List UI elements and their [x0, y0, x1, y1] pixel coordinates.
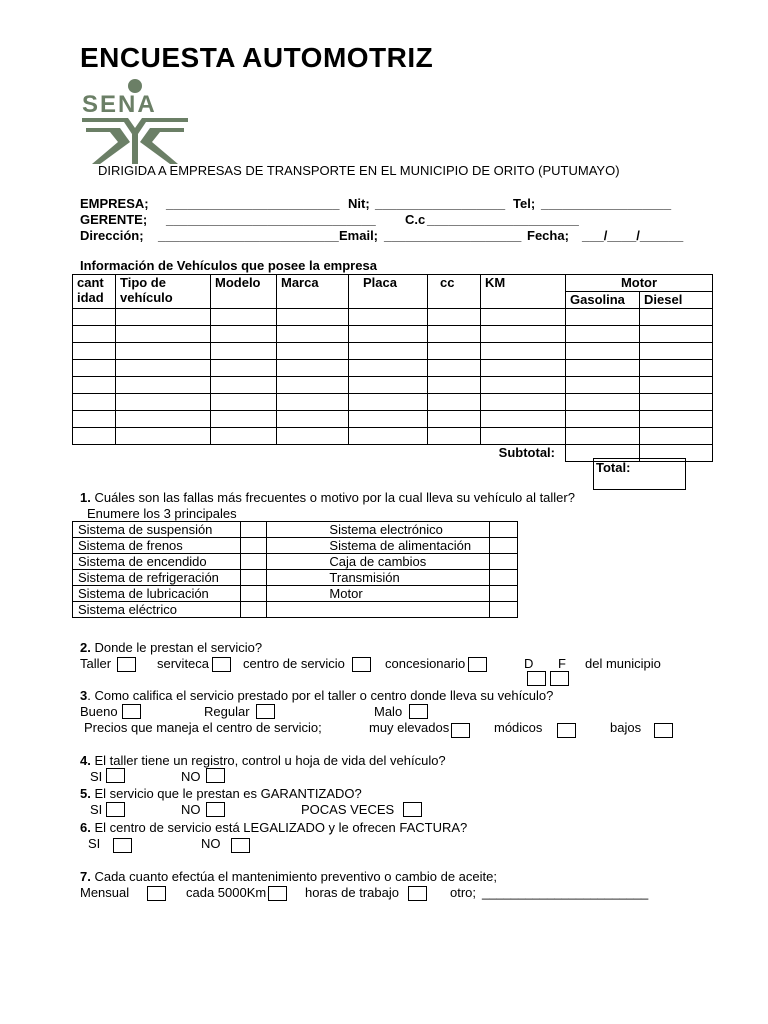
q2-opt-taller: Taller — [80, 656, 112, 671]
q2-opt-f: F — [558, 656, 566, 671]
falla-rank-cell[interactable] — [241, 538, 267, 554]
vehicle-cell[interactable] — [73, 394, 116, 411]
tel-field[interactable]: __________________ — [541, 196, 672, 211]
svg-text:SENA: SENA — [82, 91, 157, 118]
vehicle-cell[interactable] — [428, 309, 481, 326]
q4-si-checkbox[interactable] — [106, 768, 125, 783]
falla-label: Motor — [267, 586, 490, 602]
q3-opt-malo: Malo — [374, 704, 403, 719]
falla-rank-cell[interactable] — [489, 586, 517, 602]
falla-label: Sistema de alimentación — [267, 538, 490, 554]
vehicle-row — [73, 377, 713, 394]
q2-opt-concesionario: concesionario — [385, 656, 466, 671]
q3-precios-label: Precios que maneja el centro de servicio; — [84, 720, 322, 735]
vehicle-row — [73, 394, 713, 411]
q4-opt-si: SI — [90, 769, 103, 784]
falla-label — [267, 602, 490, 618]
vehicle-cell[interactable] — [428, 326, 481, 343]
vehicle-cell[interactable] — [116, 343, 211, 360]
fallas-row — [73, 538, 518, 554]
col-diesel: Diesel — [640, 292, 713, 309]
vehicle-cell[interactable] — [566, 411, 640, 428]
falla-rank-cell[interactable] — [489, 602, 517, 618]
q7-opt-otro: otro; — [450, 885, 477, 900]
vehicle-cell[interactable] — [640, 377, 713, 394]
direccion-label: Dirección; — [80, 228, 144, 243]
falla-rank-cell[interactable] — [241, 554, 267, 570]
vehicle-cell[interactable] — [640, 360, 713, 377]
q1-text: Cuáles son las fallas más frecuentes o motivo por la cual lleva su vehículo al taller? — [90, 490, 575, 505]
vehicle-cell[interactable] — [481, 394, 566, 411]
tel-label: Tel; — [513, 196, 536, 211]
q7-mensual-checkbox[interactable] — [147, 886, 166, 901]
vehicle-cell[interactable] — [349, 343, 428, 360]
vehicle-cell[interactable] — [349, 428, 428, 445]
vehicle-cell[interactable] — [211, 309, 277, 326]
vehicle-cell[interactable] — [116, 309, 211, 326]
falla-label: Sistema de refrigeración — [73, 570, 241, 586]
q1-number: 1. — [80, 490, 91, 505]
q5-si-checkbox[interactable] — [106, 802, 125, 817]
falla-label: Transmisión — [267, 570, 490, 586]
page-title: ENCUESTA AUTOMOTRIZ — [80, 42, 434, 73]
vehicle-cell[interactable] — [211, 428, 277, 445]
fallas-table — [72, 521, 518, 618]
fallas-row — [73, 554, 518, 570]
q7-text: Cada cuanto efectúa el mantenimiento preventivo o cambio de aceite; — [90, 869, 497, 884]
q3-text: . Como califica el servicio prestado por el taller o centro donde lleva su vehículo? — [87, 688, 554, 703]
vehicle-cell[interactable] — [116, 360, 211, 377]
q6-question — [80, 820, 467, 835]
vehicle-cell[interactable] — [640, 394, 713, 411]
q2-opt-serviteca: serviteca — [157, 656, 210, 671]
q3-bajos-checkbox[interactable] — [654, 723, 673, 738]
fallas-row — [73, 586, 518, 602]
falla-rank-cell[interactable] — [489, 570, 517, 586]
q3-opt-elevados: muy elevados — [369, 720, 450, 735]
vehicle-cell[interactable] — [277, 309, 349, 326]
vehicle-cell[interactable] — [349, 394, 428, 411]
vehicle-cell[interactable] — [566, 360, 640, 377]
vehicle-cell[interactable] — [116, 428, 211, 445]
fecha-label: Fecha; — [527, 228, 569, 243]
fecha-field[interactable]: ___/____/______ — [582, 228, 684, 243]
vehicle-cell[interactable] — [277, 360, 349, 377]
vehicle-header-row — [73, 275, 713, 292]
q2-opt-municipio: del municipio — [585, 656, 661, 671]
email-label: Email; — [339, 228, 379, 243]
vehicle-cell[interactable] — [277, 343, 349, 360]
q2-serviteca-checkbox[interactable] — [212, 657, 231, 672]
falla-rank-cell[interactable] — [489, 522, 517, 538]
cc-label: C.c — [405, 212, 426, 227]
q4-text: El taller tiene un registro, control u hoja de vida del vehículo? — [90, 753, 446, 768]
vehicle-row — [73, 326, 713, 343]
q5-opt-si: SI — [90, 802, 103, 817]
vehicle-cell[interactable] — [211, 411, 277, 428]
vehicle-cell[interactable] — [116, 377, 211, 394]
vehicle-cell[interactable] — [640, 326, 713, 343]
vehicle-cell[interactable] — [566, 309, 640, 326]
falla-label: Sistema de lubricación — [73, 586, 241, 602]
col-cc: cc — [428, 275, 481, 309]
q3-malo-checkbox[interactable] — [409, 704, 428, 719]
vehicle-row — [73, 360, 713, 377]
q3-question — [80, 688, 553, 703]
q7-opt-5000km: cada 5000Km — [186, 885, 267, 900]
falla-label: Sistema electrónico — [267, 522, 490, 538]
q3-opt-bajos: bajos — [610, 720, 642, 735]
subtotal-label: Subtotal: — [498, 445, 555, 460]
fallas-row — [73, 570, 518, 586]
q3-regular-checkbox[interactable] — [256, 704, 275, 719]
vehicle-cell[interactable] — [349, 309, 428, 326]
vehicle-cell[interactable] — [428, 343, 481, 360]
vehicle-row — [73, 343, 713, 360]
col-placa: Placa — [349, 275, 428, 309]
q2-taller-checkbox[interactable] — [117, 657, 136, 672]
vehicle-cell[interactable] — [73, 360, 116, 377]
vehicle-cell[interactable] — [349, 326, 428, 343]
col-marca: Marca — [277, 275, 349, 309]
falla-rank-cell[interactable] — [241, 522, 267, 538]
falla-rank-cell[interactable] — [241, 586, 267, 602]
vehicle-cell[interactable] — [349, 377, 428, 394]
q6-opt-si: SI — [88, 836, 101, 851]
q3-number: 3 — [80, 688, 88, 703]
q6-opt-no: NO — [201, 836, 221, 851]
vehicle-cell[interactable] — [640, 309, 713, 326]
vehicle-cell[interactable] — [481, 343, 566, 360]
vehicle-cell[interactable] — [73, 411, 116, 428]
q2-question — [80, 640, 262, 655]
q1-question — [80, 490, 575, 505]
nit-field[interactable]: __________________ — [375, 196, 506, 211]
q3-opt-modicos: módicos — [494, 720, 543, 735]
q5-pocas-checkbox[interactable] — [403, 802, 422, 817]
q5-number: 5. — [80, 786, 91, 801]
vehicle-cell[interactable] — [211, 360, 277, 377]
gerente-label: GERENTE; — [80, 212, 148, 227]
q5-opt-pocas: POCAS VECES — [301, 802, 395, 817]
q3-bueno-checkbox[interactable] — [122, 704, 141, 719]
direccion-field[interactable]: _________________________ — [158, 228, 339, 243]
falla-label: Caja de cambios — [267, 554, 490, 570]
q3-opt-bueno: Bueno — [80, 704, 118, 719]
vehicle-cell[interactable] — [277, 377, 349, 394]
falla-rank-cell[interactable] — [241, 570, 267, 586]
vehicle-cell[interactable] — [73, 326, 116, 343]
q7-horas-checkbox[interactable] — [408, 886, 427, 901]
vehicle-row — [73, 428, 713, 445]
vehicle-table — [72, 274, 713, 462]
q5-no-checkbox[interactable] — [206, 802, 225, 817]
vehicle-cell[interactable] — [73, 343, 116, 360]
email-field[interactable]: ___________________ — [384, 228, 522, 243]
subtitle: DIRIGIDA A EMPRESAS DE TRANSPORTE EN EL MUNICIPIO DE ORITO (PUTUMAYO) — [98, 163, 620, 178]
vehicle-cell[interactable] — [566, 343, 640, 360]
q4-no-checkbox[interactable] — [206, 768, 225, 783]
col-motor: Motor — [566, 275, 713, 292]
col-cantidad: cant idad — [73, 275, 116, 309]
vehicle-cell[interactable] — [211, 326, 277, 343]
q2-centro-checkbox[interactable] — [352, 657, 371, 672]
vehicle-cell[interactable] — [277, 326, 349, 343]
falla-label: Sistema de encendido — [73, 554, 241, 570]
q5-opt-no: NO — [181, 802, 201, 817]
vehicle-cell[interactable] — [566, 394, 640, 411]
vehicle-cell[interactable] — [428, 428, 481, 445]
q3-modicos-checkbox[interactable] — [557, 723, 576, 738]
col-gasolina: Gasolina — [566, 292, 640, 309]
vehicle-row — [73, 411, 713, 428]
vehicle-cell[interactable] — [481, 377, 566, 394]
empresa-field[interactable]: ________________________ — [166, 196, 340, 211]
q6-number: 6. — [80, 820, 91, 835]
q2-opt-centro: centro de servicio — [243, 656, 345, 671]
vehicle-cell[interactable] — [211, 343, 277, 360]
vehicle-cell[interactable] — [481, 360, 566, 377]
vehicle-cell[interactable] — [428, 377, 481, 394]
q2-number: 2. — [80, 640, 91, 655]
nit-label: Nit; — [348, 196, 370, 211]
vehicle-cell[interactable] — [640, 428, 713, 445]
q3-opt-regular: Regular — [204, 704, 250, 719]
vehicle-cell[interactable] — [640, 411, 713, 428]
vehicle-cell[interactable] — [428, 394, 481, 411]
q2-text: Donde le prestan el servicio? — [90, 640, 263, 655]
q6-text: El centro de servicio está LEGALIZADO y le ofrecen FACTURA? — [90, 820, 468, 835]
empresa-label: EMPRESA; — [80, 196, 149, 211]
q4-number: 4. — [80, 753, 91, 768]
falla-rank-cell[interactable] — [489, 538, 517, 554]
q4-opt-no: NO — [181, 769, 201, 784]
vehicle-cell[interactable] — [566, 377, 640, 394]
vehicle-cell[interactable] — [211, 377, 277, 394]
q7-otro-field[interactable]: _______________________ — [482, 885, 649, 900]
col-km: KM — [481, 275, 566, 309]
q7-number: 7. — [80, 869, 91, 884]
vehicle-cell[interactable] — [481, 309, 566, 326]
vehicle-cell[interactable] — [566, 326, 640, 343]
vehicle-cell[interactable] — [116, 394, 211, 411]
falla-label: Sistema de frenos — [73, 538, 241, 554]
q5-text: El servicio que le prestan es GARANTIZADO? — [90, 786, 362, 801]
vehicle-cell[interactable] — [277, 394, 349, 411]
cc-field[interactable]: _____________________ — [427, 212, 579, 227]
vehicle-table-title: Información de Vehículos que posee la empresa — [80, 258, 377, 273]
vehicle-cell[interactable] — [116, 326, 211, 343]
q2-d-checkbox[interactable] — [527, 671, 546, 686]
q2-concesionario-checkbox[interactable] — [468, 657, 487, 672]
vehicle-row — [73, 309, 713, 326]
q6-si-checkbox[interactable] — [113, 838, 132, 853]
q2-opt-d: D — [524, 656, 534, 671]
col-tipo: Tipo de vehículo — [116, 275, 211, 309]
vehicle-cell[interactable] — [73, 377, 116, 394]
vehicle-cell[interactable] — [116, 411, 211, 428]
q7-question — [80, 869, 497, 884]
vehicle-cell[interactable] — [481, 411, 566, 428]
q6-no-checkbox[interactable] — [231, 838, 250, 853]
vehicle-cell[interactable] — [349, 411, 428, 428]
total-label: Total: — [596, 460, 631, 475]
q4-question — [80, 753, 446, 768]
q2-f-checkbox[interactable] — [550, 671, 569, 686]
falla-label: Sistema de suspensión — [73, 522, 241, 538]
vehicle-cell[interactable] — [640, 343, 713, 360]
vehicle-cell[interactable] — [73, 428, 116, 445]
falla-rank-cell[interactable] — [241, 602, 267, 618]
vehicle-cell[interactable] — [349, 360, 428, 377]
vehicle-cell[interactable] — [428, 411, 481, 428]
vehicle-cell[interactable] — [481, 326, 566, 343]
vehicle-cell[interactable] — [481, 428, 566, 445]
q7-opt-mensual: Mensual — [80, 885, 130, 900]
col-modelo: Modelo — [211, 275, 277, 309]
vehicle-cell[interactable] — [73, 309, 116, 326]
q7-opt-horas: horas de trabajo — [305, 885, 399, 900]
falla-rank-cell[interactable] — [489, 554, 517, 570]
q3-elevados-checkbox[interactable] — [451, 723, 470, 738]
vehicle-cell[interactable] — [277, 411, 349, 428]
q5-question — [80, 786, 362, 801]
q7-5000km-checkbox[interactable] — [268, 886, 287, 901]
q1-subtext: Enumere los 3 principales — [87, 506, 237, 521]
vehicle-cell[interactable] — [277, 428, 349, 445]
fallas-row — [73, 602, 518, 618]
sena-logo — [80, 78, 190, 166]
vehicle-cell[interactable] — [211, 394, 277, 411]
vehicle-cell[interactable] — [566, 428, 640, 445]
falla-label: Sistema eléctrico — [73, 602, 241, 618]
vehicle-cell[interactable] — [428, 360, 481, 377]
fallas-row — [73, 522, 518, 538]
gerente-field[interactable]: _____________________________ — [166, 212, 376, 227]
total-box[interactable] — [593, 458, 686, 490]
